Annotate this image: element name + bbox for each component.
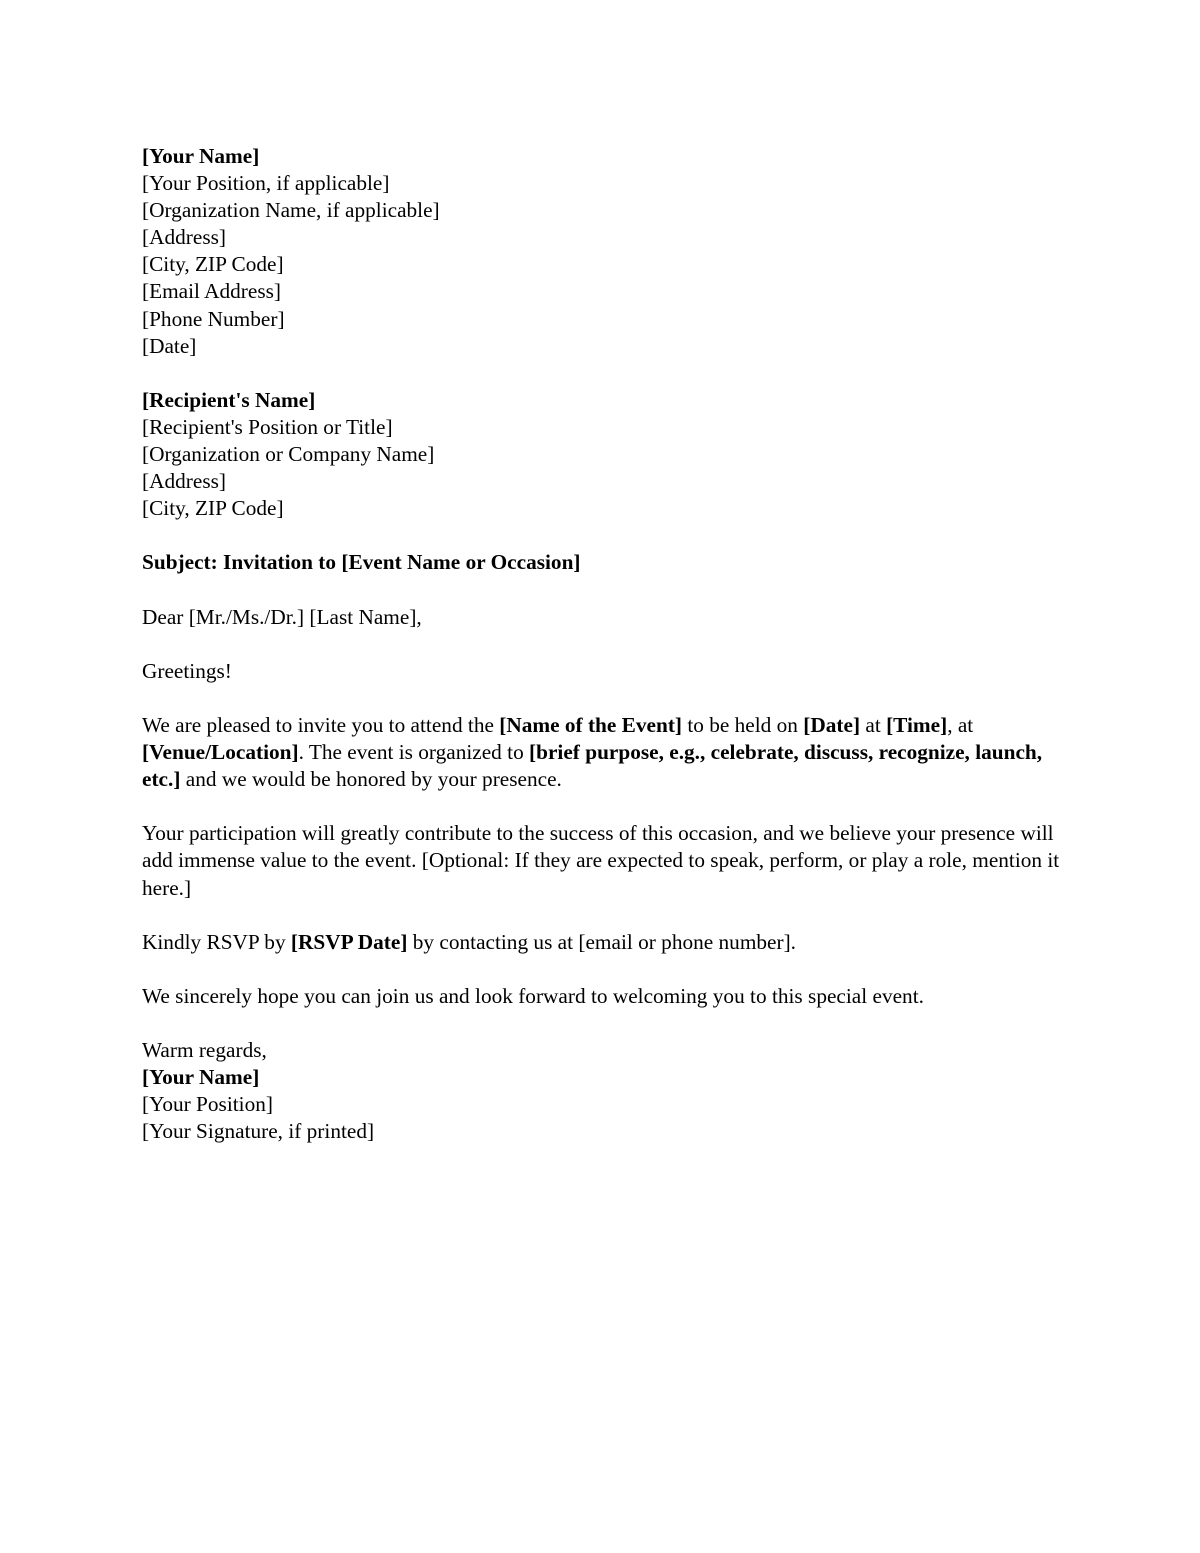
sender-name: [Your Name] [142, 144, 260, 168]
event-time-placeholder: [Time] [886, 712, 948, 737]
rsvp-date-placeholder: [RSVP Date] [290, 929, 408, 954]
sender-phone: [Phone Number] [142, 306, 285, 331]
closing-signature: [Your Signature, if printed] [142, 1119, 375, 1144]
event-venue-placeholder: [Venue/Location] [142, 740, 299, 765]
paragraph-text: and we would be honored by your presence. [180, 767, 562, 792]
closing-name: [Your Name] [142, 1065, 260, 1090]
closing-block [142, 1037, 1072, 1145]
sender-city-zip: [City, ZIP Code] [142, 252, 284, 277]
paragraph-text: Kindly RSVP by [142, 929, 291, 954]
sender-position: [Your Position, if applicable] [142, 171, 390, 196]
valediction: Warm regards, [142, 1038, 267, 1063]
sender-organization: [Organization Name, if applicable] [142, 198, 440, 223]
recipient-address: [Address] [142, 469, 226, 494]
invitation-paragraph [142, 712, 1072, 793]
rsvp-paragraph [142, 929, 1072, 956]
paragraph-text: at [860, 712, 887, 737]
recipient-block [142, 387, 1072, 522]
recipient-position: [Recipient's Position or Title] [142, 414, 393, 439]
sender-address: [Address] [142, 225, 226, 250]
paragraph-text: , at [947, 712, 974, 737]
recipient-name: [Recipient's Name] [142, 387, 316, 412]
letter-date: [Date] [142, 333, 197, 358]
subject-line: Subject: Invitation to [Event Name or Occasion] [142, 550, 581, 575]
letter [142, 143, 1072, 1145]
paragraph-text: to be held on [682, 712, 804, 737]
sender-email: [Email Address] [142, 279, 281, 304]
salutation: Dear [Mr./Ms./Dr.] [Last Name], [142, 604, 422, 629]
closing-position: [Your Position] [142, 1092, 273, 1117]
recipient-city-zip: [City, ZIP Code] [142, 496, 284, 521]
paragraph-text: . The event is organized to [298, 740, 530, 765]
paragraph-text: by contacting us at [email or phone number]. [407, 929, 797, 954]
sender-block [142, 143, 1072, 360]
participation-paragraph: Your participation will greatly contribute to the success of this occasion, and we believe your presence will add immense value to the event. [Optional: If they are expected to speak, perform, or play a role, mention it here.] [142, 821, 1060, 900]
event-purpose-placeholder: [brief purpose, e.g., celebrate, discuss, recognize, launch, etc.] [142, 740, 1043, 792]
greeting: Greetings! [142, 658, 232, 683]
hope-paragraph: We sincerely hope you can join us and look forward to welcoming you to this special event. [142, 983, 924, 1008]
recipient-organization: [Organization or Company Name] [142, 442, 435, 467]
paragraph-text: We are pleased to invite you to attend the [142, 712, 500, 737]
event-date-placeholder: [Date] [803, 712, 861, 737]
event-name-placeholder: [Name of the Event] [499, 712, 683, 737]
